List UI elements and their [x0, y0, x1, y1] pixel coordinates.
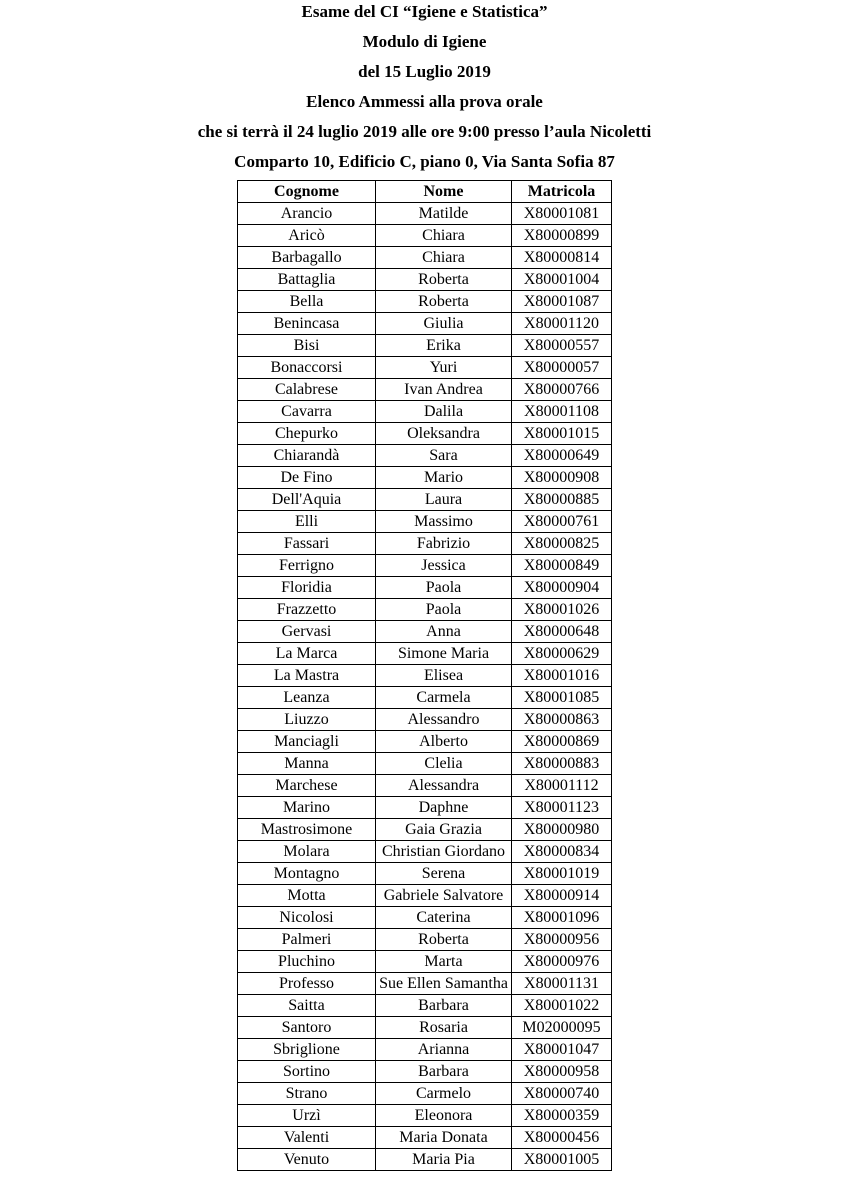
surname-cell: Barbagallo [238, 247, 376, 269]
surname-cell: Nicolosi [238, 907, 376, 929]
name-cell: Mario [376, 467, 512, 489]
name-cell: Erika [376, 335, 512, 357]
name-cell: Giulia [376, 313, 512, 335]
surname-cell: Manna [238, 753, 376, 775]
table-row [238, 489, 612, 511]
oral-exam-schedule: che si terrà il 24 luglio 2019 alle ore 9:00 presso l’aula Nicoletti [197, 122, 652, 141]
table-row [238, 1083, 612, 1105]
name-cell: Paola [376, 577, 512, 599]
surname-cell: Sbriglione [238, 1039, 376, 1061]
name-cell: Matilde [376, 203, 512, 225]
name-cell: Chiara [376, 225, 512, 247]
student-id-cell: X80001022 [512, 995, 612, 1017]
table-row [238, 379, 612, 401]
table-row [238, 863, 612, 885]
surname-cell: Bisi [238, 335, 376, 357]
student-id-cell: X80000834 [512, 841, 612, 863]
student-id-cell: X80001016 [512, 665, 612, 687]
name-cell: Daphne [376, 797, 512, 819]
table-row [238, 621, 612, 643]
student-id-cell: X80001081 [512, 203, 612, 225]
student-id-cell: X80000740 [512, 1083, 612, 1105]
name-cell: Gaia Grazia [376, 819, 512, 841]
list-title: Elenco Ammessi alla prova orale [306, 92, 543, 111]
student-id-cell: X80001005 [512, 1149, 612, 1171]
student-id-cell: X80000648 [512, 621, 612, 643]
table-row [238, 995, 612, 1017]
column-header-name: Nome [376, 181, 512, 203]
table-row [238, 1149, 612, 1171]
table-row [238, 665, 612, 687]
table-row [238, 753, 612, 775]
surname-cell: Aricò [238, 225, 376, 247]
name-cell: Roberta [376, 269, 512, 291]
name-cell: Alessandra [376, 775, 512, 797]
surname-cell: Montagno [238, 863, 376, 885]
table-row [238, 225, 612, 247]
student-id-cell: X80000899 [512, 225, 612, 247]
student-id-cell: X80001120 [512, 313, 612, 335]
name-cell: Arianna [376, 1039, 512, 1061]
exam-date: del 15 Luglio 2019 [358, 62, 491, 81]
name-cell: Barbara [376, 1061, 512, 1083]
exam-title: Esame del CI “Igiene e Statistica” [301, 2, 548, 21]
table-row [238, 929, 612, 951]
surname-cell: Marino [238, 797, 376, 819]
table-row [238, 1017, 612, 1039]
name-cell: Maria Donata [376, 1127, 512, 1149]
surname-cell: Motta [238, 885, 376, 907]
student-id-cell: X80000980 [512, 819, 612, 841]
name-cell: Rosaria [376, 1017, 512, 1039]
name-cell: Chiara [376, 247, 512, 269]
name-cell: Dalila [376, 401, 512, 423]
surname-cell: Urzì [238, 1105, 376, 1127]
student-id-cell: X80001015 [512, 423, 612, 445]
student-id-cell: X80000814 [512, 247, 612, 269]
surname-cell: Palmeri [238, 929, 376, 951]
student-id-cell: X80000557 [512, 335, 612, 357]
surname-cell: De Fino [238, 467, 376, 489]
student-id-cell: X80000849 [512, 555, 612, 577]
surname-cell: Venuto [238, 1149, 376, 1171]
table-row [238, 599, 612, 621]
surname-cell: Bonaccorsi [238, 357, 376, 379]
name-cell: Barbara [376, 995, 512, 1017]
student-id-cell: X80000863 [512, 709, 612, 731]
name-cell: Yuri [376, 357, 512, 379]
table-row [238, 291, 612, 313]
surname-cell: La Mastra [238, 665, 376, 687]
name-cell: Gabriele Salvatore [376, 885, 512, 907]
exam-location: Comparto 10, Edificio C, piano 0, Via Santa Sofia 87 [234, 152, 615, 171]
surname-cell: Santoro [238, 1017, 376, 1039]
student-id-cell: M02000095 [512, 1017, 612, 1039]
student-id-cell: X80000057 [512, 357, 612, 379]
name-cell: Paola [376, 599, 512, 621]
student-id-cell: X80000914 [512, 885, 612, 907]
table-row [238, 841, 612, 863]
student-id-cell: X80000908 [512, 467, 612, 489]
name-cell: Roberta [376, 291, 512, 313]
table-row [238, 687, 612, 709]
table-row [238, 423, 612, 445]
name-cell: Jessica [376, 555, 512, 577]
name-cell: Ivan Andrea [376, 379, 512, 401]
table-row [238, 401, 612, 423]
table-row [238, 555, 612, 577]
name-cell: Simone Maria [376, 643, 512, 665]
name-cell: Marta [376, 951, 512, 973]
surname-cell: Floridia [238, 577, 376, 599]
student-id-cell: X80000883 [512, 753, 612, 775]
student-id-cell: X80000958 [512, 1061, 612, 1083]
table-row [238, 313, 612, 335]
student-id-cell: X80000761 [512, 511, 612, 533]
surname-cell: Cavarra [238, 401, 376, 423]
surname-cell: Chepurko [238, 423, 376, 445]
surname-cell: Pluchino [238, 951, 376, 973]
student-id-cell: X80001087 [512, 291, 612, 313]
student-id-cell: X80000649 [512, 445, 612, 467]
surname-cell: Arancio [238, 203, 376, 225]
admitted-students-table [237, 180, 612, 1171]
student-id-cell: X80000976 [512, 951, 612, 973]
table-row [238, 247, 612, 269]
column-header-surname: Cognome [238, 181, 376, 203]
surname-cell: Molara [238, 841, 376, 863]
name-cell: Massimo [376, 511, 512, 533]
surname-cell: Benincasa [238, 313, 376, 335]
surname-cell: Dell'Aquia [238, 489, 376, 511]
table-row [238, 335, 612, 357]
name-cell: Maria Pia [376, 1149, 512, 1171]
surname-cell: Valenti [238, 1127, 376, 1149]
name-cell: Christian Giordano [376, 841, 512, 863]
name-cell: Carmelo [376, 1083, 512, 1105]
table-row [238, 951, 612, 973]
student-id-cell: X80001108 [512, 401, 612, 423]
student-id-cell: X80001131 [512, 973, 612, 995]
surname-cell: Mastrosimone [238, 819, 376, 841]
surname-cell: Calabrese [238, 379, 376, 401]
surname-cell: Manciagli [238, 731, 376, 753]
table-row [238, 797, 612, 819]
table-row [238, 1061, 612, 1083]
surname-cell: Marchese [238, 775, 376, 797]
student-id-cell: X80001085 [512, 687, 612, 709]
student-id-cell: X80000825 [512, 533, 612, 555]
table-row [238, 643, 612, 665]
student-id-cell: X80001123 [512, 797, 612, 819]
surname-cell: Sortino [238, 1061, 376, 1083]
table-header-row [238, 181, 612, 203]
surname-cell: Strano [238, 1083, 376, 1105]
table-row [238, 467, 612, 489]
student-id-cell: X80000956 [512, 929, 612, 951]
student-id-cell: X80001004 [512, 269, 612, 291]
student-id-cell: X80001047 [512, 1039, 612, 1061]
student-id-cell: X80000456 [512, 1127, 612, 1149]
student-id-cell: X80001026 [512, 599, 612, 621]
table-row [238, 973, 612, 995]
surname-cell: Gervasi [238, 621, 376, 643]
name-cell: Eleonora [376, 1105, 512, 1127]
name-cell: Oleksandra [376, 423, 512, 445]
name-cell: Caterina [376, 907, 512, 929]
table-row [238, 819, 612, 841]
name-cell: Sara [376, 445, 512, 467]
table-row [238, 885, 612, 907]
surname-cell: Saitta [238, 995, 376, 1017]
surname-cell: Professo [238, 973, 376, 995]
name-cell: Clelia [376, 753, 512, 775]
student-id-cell: X80001112 [512, 775, 612, 797]
name-cell: Fabrizio [376, 533, 512, 555]
surname-cell: Leanza [238, 687, 376, 709]
table-row [238, 1127, 612, 1149]
table-row [238, 533, 612, 555]
surname-cell: Chiarandà [238, 445, 376, 467]
table-row [238, 775, 612, 797]
table-row [238, 1039, 612, 1061]
table-row [238, 709, 612, 731]
table-body [238, 203, 612, 1171]
table-row [238, 907, 612, 929]
student-id-cell: X80000885 [512, 489, 612, 511]
surname-cell: Fassari [238, 533, 376, 555]
surname-cell: Bella [238, 291, 376, 313]
name-cell: Carmela [376, 687, 512, 709]
table-row [238, 269, 612, 291]
surname-cell: Battaglia [238, 269, 376, 291]
surname-cell: Liuzzo [238, 709, 376, 731]
student-id-cell: X80000766 [512, 379, 612, 401]
table-row [238, 203, 612, 225]
surname-cell: Frazzetto [238, 599, 376, 621]
table-row [238, 731, 612, 753]
column-header-student-id: Matricola [512, 181, 612, 203]
table-row [238, 577, 612, 599]
table-row [238, 511, 612, 533]
name-cell: Anna [376, 621, 512, 643]
student-id-cell: X80000629 [512, 643, 612, 665]
name-cell: Alberto [376, 731, 512, 753]
name-cell: Serena [376, 863, 512, 885]
surname-cell: La Marca [238, 643, 376, 665]
module-title: Modulo di Igiene [362, 32, 487, 51]
student-id-cell: X80000359 [512, 1105, 612, 1127]
student-id-cell: X80000869 [512, 731, 612, 753]
name-cell: Laura [376, 489, 512, 511]
name-cell: Sue Ellen Samantha [376, 973, 512, 995]
table-row [238, 445, 612, 467]
name-cell: Roberta [376, 929, 512, 951]
table-row [238, 357, 612, 379]
student-id-cell: X80000904 [512, 577, 612, 599]
name-cell: Alessandro [376, 709, 512, 731]
surname-cell: Ferrigno [238, 555, 376, 577]
table-row [238, 1105, 612, 1127]
student-id-cell: X80001019 [512, 863, 612, 885]
surname-cell: Elli [238, 511, 376, 533]
student-id-cell: X80001096 [512, 907, 612, 929]
name-cell: Elisea [376, 665, 512, 687]
